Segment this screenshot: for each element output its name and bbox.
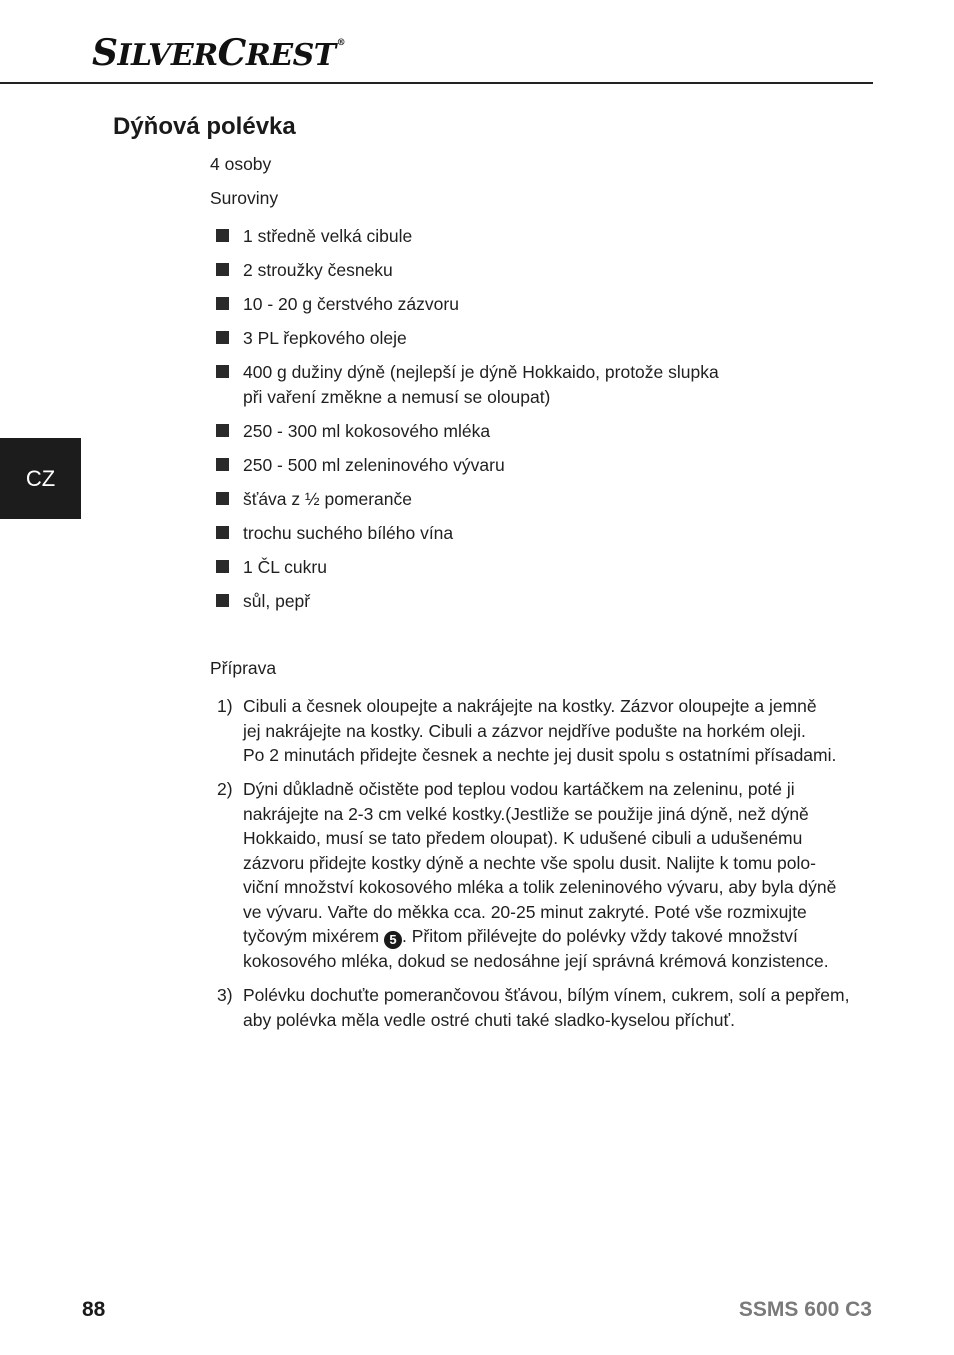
ingredient-item	[216, 521, 776, 546]
ingredient-text: trochu suchého bílého vína	[243, 522, 454, 543]
step-line: viční množství kokosového mléka a tolik zeleninového vývaru, aby byla dýně	[243, 877, 837, 897]
step-item	[216, 694, 846, 768]
ingredient-text: sůl, pepř	[243, 590, 311, 611]
logo-text-rest: REST	[245, 38, 336, 73]
ingredient-item	[216, 453, 776, 478]
ingredient-item	[216, 589, 776, 614]
model-number: SSMS 600 C3	[738, 1298, 872, 1321]
step-number: 1)	[217, 696, 233, 716]
step-item	[216, 983, 850, 1032]
step-item	[216, 777, 846, 974]
preparation-steps	[216, 694, 850, 1042]
logo-letter-c: C	[217, 32, 246, 74]
square-bullet-icon	[216, 331, 229, 344]
square-bullet-icon	[216, 424, 229, 437]
ingredient-text: 2 stroužky česneku	[243, 260, 393, 280]
square-bullet-icon	[216, 594, 229, 607]
step-text: . Přitom přilévejte do polévky vždy takové množství	[401, 926, 798, 946]
step-line: kokosového mléka, dokud se nedosáhne její správná krémová konzistence.	[243, 951, 829, 971]
ingredient-text: 1 středně velká cibule	[243, 226, 413, 246]
ingredient-text: 400 g dužiny dýně (nejlepší je dýně Hokkaido, protože slupka	[243, 362, 719, 382]
language-tab-label: CZ	[25, 465, 56, 491]
square-bullet-icon	[216, 526, 229, 539]
ingredient-text: 10 - 20 g čerstvého zázvoru	[243, 294, 459, 314]
step-line: Hokkaido, musí se tato předem oloupat). K udušené cibuli a udušenému	[243, 828, 803, 848]
square-bullet-icon	[216, 263, 229, 276]
ingredient-item	[216, 326, 776, 351]
ingredient-list	[216, 224, 776, 623]
ingredient-text: 250 - 500 ml zeleninového vývaru	[243, 454, 505, 475]
logo-letter-s: S	[92, 32, 118, 74]
header-rule	[0, 82, 873, 84]
square-bullet-icon	[216, 458, 229, 471]
square-bullet-icon	[216, 365, 229, 378]
servings: 4 osoby	[210, 154, 272, 174]
language-tab	[0, 438, 81, 519]
ingredient-text: při vaření změkne a nemusí se oloupat)	[243, 386, 551, 407]
step-line: Po 2 minutách přidejte česnek a nechte jej dusit spolu s ostatními přísadami.	[243, 745, 837, 765]
preparation-heading: Příprava	[210, 658, 277, 678]
recipe-title: Dýňová polévka	[113, 113, 296, 140]
step-line: aby polévka měla vedle ostré chuti také sladko-kyselou příchuť.	[243, 1009, 735, 1030]
ingredient-text: 3 PL řepkového oleje	[243, 328, 407, 348]
ingredient-item	[216, 224, 776, 249]
step-line: Dýni důkladně očistěte pod teplou vodou kartáčkem na zeleninu, poté ji	[243, 779, 795, 799]
square-bullet-icon	[216, 229, 229, 242]
ingredient-item	[216, 292, 776, 317]
ingredient-item	[216, 419, 776, 444]
square-bullet-icon	[216, 492, 229, 505]
step-line: Polévku dochuťte pomerančovou šťávou, bílým vínem, cukrem, solí a pepřem,	[243, 985, 850, 1005]
ingredient-item	[216, 360, 776, 409]
step-line: zázvoru přidejte kostky dýně a nechte vše spolu dusit. Nalijte k tomu polo-	[243, 852, 816, 873]
ingredient-item	[216, 487, 776, 512]
step-line: jej nakrájejte na kostky. Cibuli a zázvor nejdříve podušte na horkém oleji.	[243, 720, 806, 741]
square-bullet-icon	[216, 560, 229, 573]
step-line: nakrájejte na 2-3 cm velké kostky.(Jestliže se použije jiná dýně, než dýně	[243, 803, 809, 824]
step-line: ve vývaru. Vařte do měkka cca. 20-25 minut zakryté. Poté vše rozmixujte	[243, 901, 807, 922]
ingredient-text: šťáva z ½ pomeranče	[243, 488, 413, 509]
logo-text-ilver: ILVER	[117, 38, 218, 73]
step-line-with-ref	[243, 924, 846, 949]
brand-logo	[92, 32, 345, 74]
step-line: Cibuli a česnek oloupejte a nakrájejte na kostky. Zázvor oloupejte a jemně	[243, 696, 817, 716]
ingredients-heading: Suroviny	[210, 188, 279, 208]
ingredient-text: 1 ČL cukru	[243, 556, 327, 577]
step-text: tyčovým mixérem	[243, 926, 384, 946]
page-number: 88	[82, 1298, 106, 1321]
square-bullet-icon	[216, 297, 229, 310]
ingredient-item	[216, 555, 776, 580]
ingredient-item	[216, 258, 776, 283]
registered-mark: ®	[336, 38, 346, 48]
step-number: 3)	[217, 985, 233, 1005]
ingredient-text: 250 - 300 ml kokosového mléka	[243, 420, 491, 441]
part-reference-badge: 5	[384, 931, 402, 949]
step-number: 2)	[217, 779, 233, 799]
